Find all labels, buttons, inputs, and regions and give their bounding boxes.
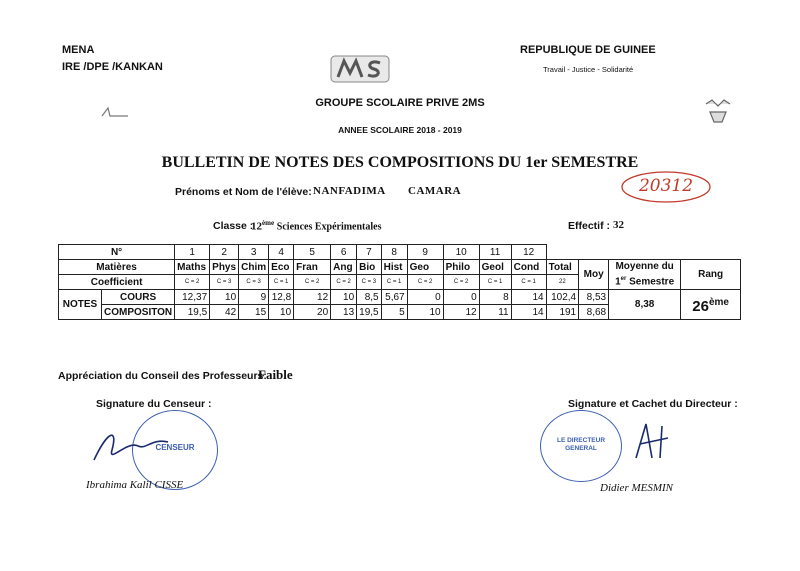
- coef-cell: C = 1: [511, 275, 546, 290]
- num-cell: 2: [210, 245, 239, 260]
- class-label: Classe :: [213, 220, 254, 232]
- cours-grade: 8,5: [357, 290, 381, 305]
- rang-header: Rang: [681, 260, 741, 290]
- ministry-label: MENA: [62, 44, 95, 56]
- subject-cell: Philo: [443, 260, 479, 275]
- directeur-signature: [628, 418, 688, 464]
- compo-grade: 19,5: [175, 305, 210, 320]
- compo-grade: 12: [443, 305, 479, 320]
- cours-total: 102,4: [546, 290, 579, 305]
- directorate-label: IRE /DPE /KANKAN: [62, 61, 163, 73]
- motto-label: Travail - Justice - Solidarité: [543, 65, 634, 74]
- coef-cell: C = 2: [443, 275, 479, 290]
- directeur-signature-title: Signature et Cachet du Directeur :: [568, 398, 738, 410]
- coef-cell: C = 2: [175, 275, 210, 290]
- rang-value: 26ème: [681, 290, 741, 320]
- num-cell: 7: [357, 245, 381, 260]
- subject-cell: Geo: [407, 260, 443, 275]
- directeur-name: Didier MESMIN: [600, 482, 674, 494]
- coef-cell: C = 3: [357, 275, 381, 290]
- subject-cell: Phys: [210, 260, 239, 275]
- coef-total: 22: [546, 275, 579, 290]
- cours-grade: 12,37: [175, 290, 210, 305]
- cours-moy: 8,53: [579, 290, 609, 305]
- num-cell: 12: [511, 245, 546, 260]
- student-label: Prénoms et Nom de l'élève:: [175, 186, 312, 198]
- subject-cell: Cond: [511, 260, 546, 275]
- grades-table: [58, 244, 741, 320]
- compo-grade: 42: [210, 305, 239, 320]
- cours-grade: 12: [294, 290, 331, 305]
- num-cell: 10: [443, 245, 479, 260]
- handwritten-number: 20312: [620, 170, 712, 204]
- censeur-stamp: CENSEUR: [132, 410, 218, 490]
- class-value: 12ème Sciences Expérimentales: [251, 219, 382, 233]
- num-cell: 8: [381, 245, 407, 260]
- num-cell: 5: [294, 245, 331, 260]
- subject-cell: Maths: [175, 260, 210, 275]
- moyenne-semestre-header: Moyenne du 1er Semestre: [609, 260, 681, 290]
- cours-label: COURS: [102, 290, 175, 305]
- subject-cell: Hist: [381, 260, 407, 275]
- coef-cell: C = 1: [479, 275, 511, 290]
- compo-grade: 20: [294, 305, 331, 320]
- coef-cell: C = 1: [269, 275, 294, 290]
- cours-grade: 0: [407, 290, 443, 305]
- moy-header: Moy: [579, 260, 609, 290]
- cours-grade: 5,67: [381, 290, 407, 305]
- page-title: BULLETIN DE NOTES DES COMPOSITIONS DU 1er SEMESTRE: [161, 154, 639, 171]
- compo-total: 191: [546, 305, 579, 320]
- subject-cell: Eco: [269, 260, 294, 275]
- effectif-value: 32: [613, 219, 624, 231]
- subject-cell: Bio: [357, 260, 381, 275]
- cours-grade: 10: [210, 290, 239, 305]
- coef-cell: C = 2: [294, 275, 331, 290]
- cours-grade: 14: [511, 290, 546, 305]
- moyenne-semestre-value: 8,38: [609, 290, 681, 320]
- appreciation-label: Appréciation du Conseil des Professeurs:: [58, 370, 267, 382]
- cours-grade: 12,8: [269, 290, 294, 305]
- compo-grade: 10: [269, 305, 294, 320]
- subject-cell: Ang: [331, 260, 357, 275]
- num-cell: 9: [407, 245, 443, 260]
- censeur-name: Ibrahima Kalil CISSE: [86, 479, 184, 491]
- cours-grade: 8: [479, 290, 511, 305]
- subject-cell: Chim: [239, 260, 269, 275]
- directeur-stamp: LE DIRECTEUR GENERAL: [540, 410, 622, 482]
- notes-label: NOTES: [59, 290, 102, 320]
- coef-cell: C = 1: [381, 275, 407, 290]
- compo-grade: 15: [239, 305, 269, 320]
- effectif-label: Effectif :: [568, 220, 610, 232]
- num-cell: 4: [269, 245, 294, 260]
- num-header: N°: [59, 245, 175, 260]
- compo-moy: 8,68: [579, 305, 609, 320]
- censeur-signature-title: Signature du Censeur :: [96, 398, 212, 410]
- cours-grade: 10: [331, 290, 357, 305]
- appreciation-value: Faible: [258, 367, 293, 382]
- censeur-signature: [88, 420, 178, 470]
- num-cell: 11: [479, 245, 511, 260]
- compo-grade: 19,5: [357, 305, 381, 320]
- coef-cell: C = 3: [239, 275, 269, 290]
- country-label: REPUBLIQUE DE GUINEE: [520, 44, 656, 56]
- school-logo: [330, 55, 390, 83]
- total-header: Total: [546, 260, 579, 275]
- compo-grade: 5: [381, 305, 407, 320]
- subject-cell: Geol: [479, 260, 511, 275]
- school-year: ANNEE SCOLAIRE 2018 - 2019: [338, 125, 462, 135]
- compo-label: COMPOSITON: [102, 305, 175, 320]
- cours-grade: 9: [239, 290, 269, 305]
- student-last-name: CAMARA: [408, 185, 462, 197]
- subject-cell: Fran: [294, 260, 331, 275]
- compo-grade: 11: [479, 305, 511, 320]
- compo-grade: 14: [511, 305, 546, 320]
- compo-grade: 13: [331, 305, 357, 320]
- coef-cell: C = 2: [407, 275, 443, 290]
- num-cell: 3: [239, 245, 269, 260]
- coef-cell: C = 3: [210, 275, 239, 290]
- coefficient-header: Coefficient: [59, 275, 175, 290]
- school-name: GROUPE SCOLAIRE PRIVE 2MS: [315, 97, 485, 109]
- subjects-header: Matières: [59, 260, 175, 275]
- coef-cell: C = 2: [331, 275, 357, 290]
- num-cell: 6: [331, 245, 357, 260]
- compo-grade: 10: [407, 305, 443, 320]
- cours-grade: 0: [443, 290, 479, 305]
- student-first-name: NANFADIMA: [313, 185, 386, 197]
- num-cell: 1: [175, 245, 210, 260]
